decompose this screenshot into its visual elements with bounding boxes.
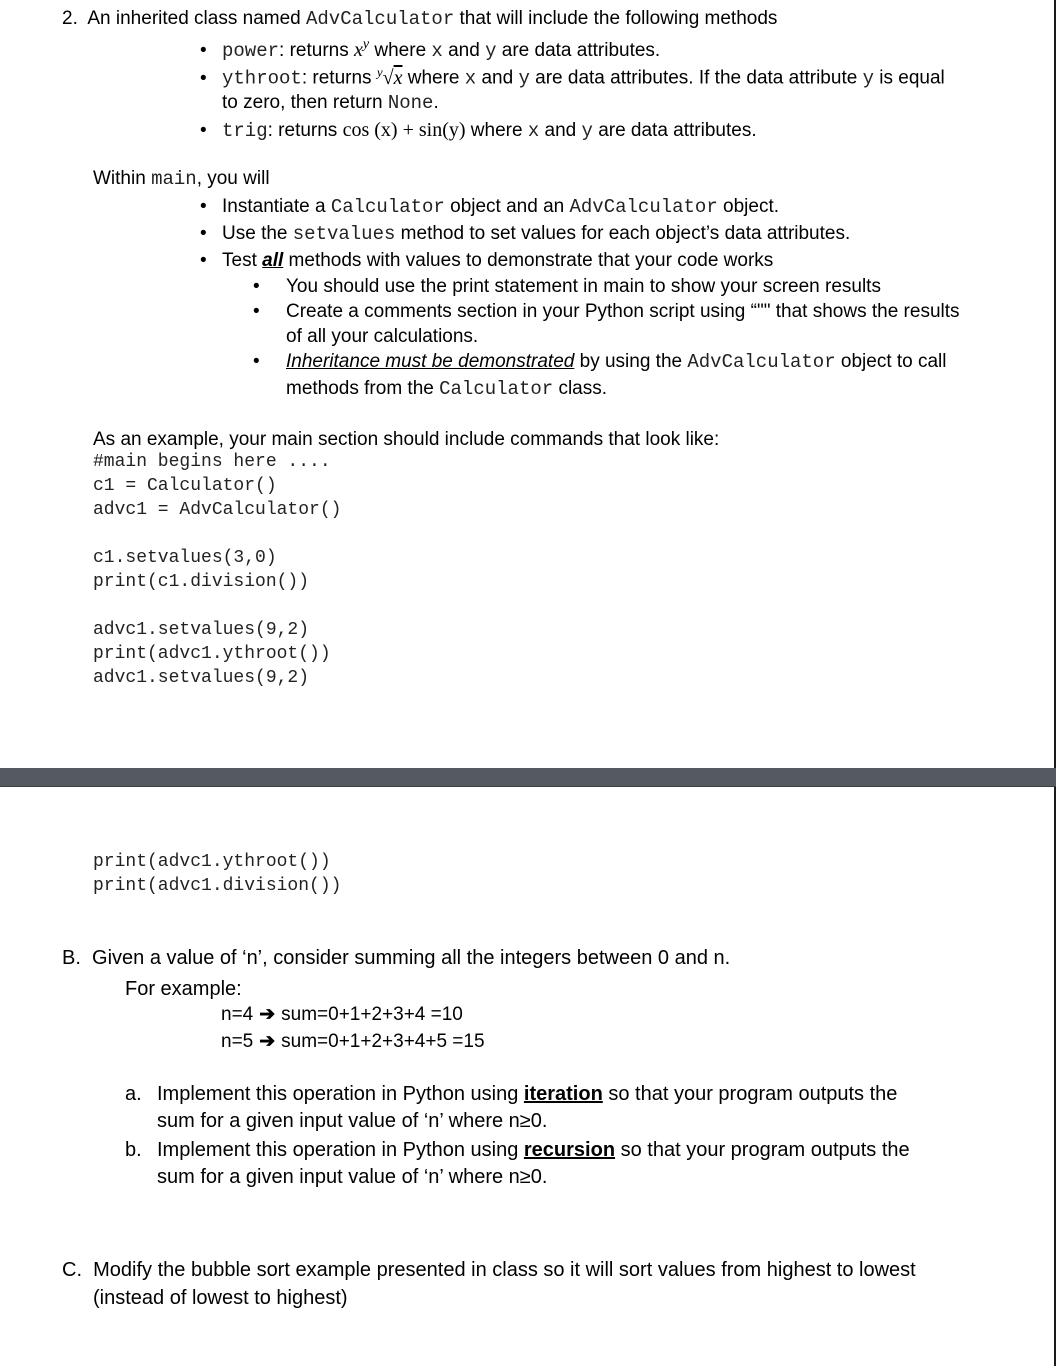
bullet-ythroot-line2: to zero, then return None. [222, 92, 439, 114]
sectionB-item-a-line2: sum for a given input value of ‘n’ where n≥0. [157, 1110, 548, 1132]
sectionB-item-b: b. Implement this operation in Python using recursion so that your program outputs the [125, 1139, 910, 1161]
main-intro: Within main, you will [93, 168, 270, 190]
example-line-1: n=4 ➔ sum=0+1+2+3+4 =10 [221, 1004, 463, 1025]
root-expression: $^y$√x [376, 64, 403, 89]
trig-expression: cos (x) + sin(y) [342, 119, 466, 141]
item-number: 2. [62, 8, 78, 29]
main-bullet-2: • Use the setvalues method to set values for each object’s data attributes. [200, 223, 851, 245]
code-block-2: c1.setvalues(3,0) print(c1.division()) [93, 548, 310, 592]
sectionB-for-example: For example: [125, 978, 242, 1000]
bullet-ythroot: • ythroot: returns $^y$√x where x and y are data attributes. If the data attribute y is equal [200, 64, 945, 90]
main-bullet-1: • Instantiate a Calculator object and an AdvCalculator object. [200, 196, 779, 218]
code-block-3: advc1.setvalues(9,2) print(advc1.ythroot()) advc1.setvalues(9,2) [93, 620, 331, 688]
arrow-icon: ➔ [259, 1031, 276, 1052]
sub-bullet-3: • Inheritance must be demonstrated by using the AdvCalculator object to call [253, 351, 947, 373]
sectionC-line2: (instead of lowest to highest) [93, 1287, 348, 1309]
bullet-trig: • trig: returns cos (x) + sin(y) where x and y are data attributes. [200, 119, 757, 142]
item2-intro: 2. An inherited class named AdvCalculator that will include the following methods [62, 8, 778, 30]
sub-bullet-2-line2: of all your calculations. [286, 326, 479, 347]
sectionC-heading: C. Modify the bubble sort example presented in class so it will sort values from highest to lowest [62, 1259, 916, 1281]
sectionB-item-a: a. Implement this operation in Python using iteration so that your program outputs the [125, 1083, 898, 1105]
sub-bullet-3-line2: methods from the Calculator class. [286, 378, 608, 400]
page-break [0, 768, 1056, 787]
main-bullet-3: • Test all methods with values to demonstrate that your code works [200, 250, 774, 271]
bullet-power: • power: returns $x^y$ where x and y are data attributes. [200, 37, 661, 62]
sub-bullet-2: • Create a comments section in your Python script using “"" that shows the results [253, 301, 960, 322]
sectionB-item-b-line2: sum for a given input value of ‘n’ where n≥0. [157, 1166, 548, 1188]
code-block-4: print(advc1.ythroot()) print(advc1.division()) [93, 852, 342, 896]
class-name: AdvCalculator [306, 8, 455, 30]
sectionB-heading: B. Given a value of ‘n’, consider summing all the integers between 0 and n. [62, 947, 731, 969]
code-block-1: #main begins here .... c1 = Calculator() advc1 = AdvCalculator() [93, 452, 342, 520]
arrow-icon: ➔ [259, 1004, 276, 1025]
example-intro: As an example, your main section should include commands that look like: [93, 429, 720, 450]
example-line-2: n=5 ➔ sum=0+1+2+3+4+5 =15 [221, 1031, 485, 1052]
sub-bullet-1: • You should use the print statement in main to show your screen results [253, 276, 881, 297]
